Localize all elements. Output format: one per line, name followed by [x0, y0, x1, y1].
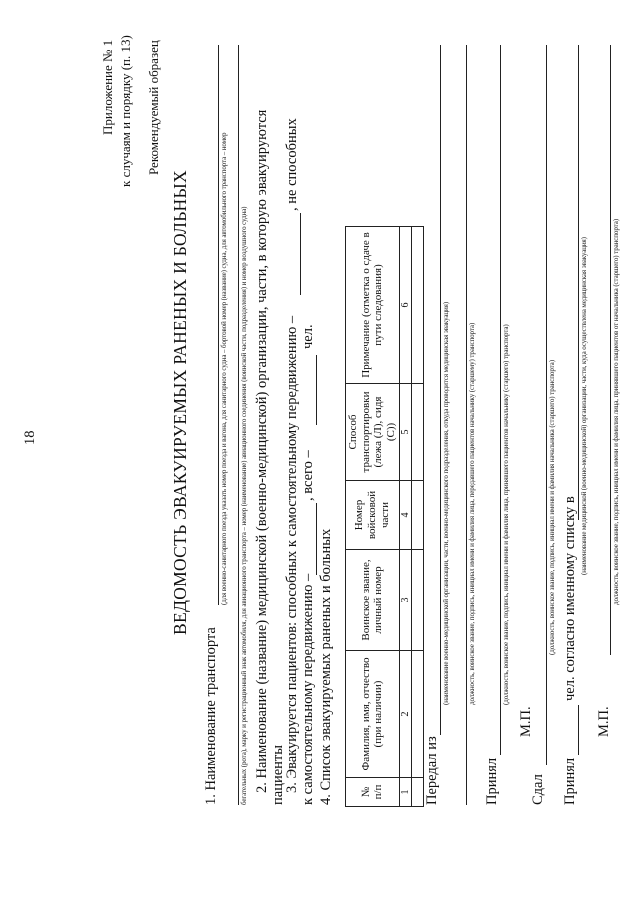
evacuees-table: [345, 226, 424, 807]
handed-over-official-field[interactable]: [466, 45, 467, 805]
header-number: № п/п: [346, 778, 400, 807]
appendix-title: Приложение № 1: [100, 39, 115, 135]
item3-evacuated-ambulatory: 3. Эвакуируется пациентов: способных к самостоятельному передвижению –: [284, 315, 300, 793]
handed-over-from-field[interactable]: [440, 45, 441, 735]
item1-transport-label: 1. Наименование транспорта: [203, 627, 219, 805]
col-num-6: 6: [399, 227, 412, 384]
received-destination-hint: (наименование медицинской (военно-медицинской) организации, части, куда осуществлена медицинская эвакуация): [580, 237, 588, 575]
item1-fill-line[interactable]: [218, 45, 219, 605]
item2-patients-word: пациенты: [270, 745, 286, 805]
table-column-numbers-row: [399, 227, 412, 807]
item1-fill-line-2[interactable]: [238, 45, 239, 805]
received-hint-1: (должность, воинское звание, подпись, инициал имени и фамилия лица, принявшего пациентов начальнику (старшего) транспорта): [502, 324, 510, 705]
handed-over-official-hint: должность, воинское звание, подпись, инициал имени и фамилия лица, передавшего пациентов начальнику (старшему) транспорта): [468, 322, 476, 705]
received-destination-field[interactable]: [578, 45, 579, 520]
col-num-3: 3: [399, 550, 412, 651]
appendix-reference: к случаям и порядку (п. 13): [118, 35, 133, 187]
col-num-2: 2: [399, 651, 412, 778]
stamp-placeholder-1: М.П.: [518, 706, 534, 737]
item1-hint-bottom: бегательных (рота), марку и регистрационный знак автомобиля, для авиационного транспорта – номер (наименование) авиационного соединения (воинской части, подразделения) и номер воздушного судна): [240, 206, 248, 805]
header-full-name: Фамилия, имя, отчество (при наличии): [346, 651, 400, 778]
delivered-label: Сдал: [530, 774, 546, 805]
table-cell[interactable]: [412, 384, 424, 481]
final-signature-hint: должность, воинское звание, подпись, инициал имени и фамилия лица, принявшего пациентов от начальника (старшего) транспорта): [612, 219, 620, 605]
header-note: Примечание (отметка о сдаче в пути следования): [346, 227, 400, 384]
item3-non-ambulatory-label: к самостоятельному передвижению –: [300, 573, 316, 805]
header-rank: Воинское звание, личный номер: [346, 550, 400, 651]
item3-persons-unit: чел.: [300, 324, 316, 349]
delivered-field[interactable]: [546, 45, 547, 765]
col-num-5: 5: [399, 384, 412, 481]
item3-non-ambulatory-count-field[interactable]: [316, 503, 317, 575]
table-header-row: [346, 227, 400, 807]
item3-total-count-field[interactable]: [316, 355, 317, 425]
named-list-text: чел. согласно именному списку в: [562, 496, 578, 701]
received-label-1: Принял: [484, 757, 500, 805]
item3-ambulatory-count-field[interactable]: [300, 213, 301, 295]
received-label-2: Принял: [562, 757, 578, 805]
received-count-field[interactable]: [578, 705, 579, 755]
delivered-hint: (должность, воинское звание, подпись, инициал имени и фамилия начальника (старшего) транспорта): [548, 360, 556, 655]
item3-total-label: , всего –: [300, 450, 316, 501]
document-title: ВЕДОМОСТЬ ЭВАКУИРУЕМЫХ РАНЕНЫХ И БОЛЬНЫХ: [170, 170, 190, 635]
item2-organization-label: 2. Наименование (название) медицинской (военно-медицинской) организации, части, в которую эвакуируются: [254, 109, 270, 793]
table-cell[interactable]: [412, 481, 424, 550]
item4-list-label: 4. Список эвакуируемых раненых и больных: [318, 528, 334, 805]
header-unit-number: Номер войсковой части: [346, 481, 400, 550]
handed-over-hint: (наименование военно-медицинской организации, части, военно-медицинского подразделения, откуда проводится медицинская эвакуация): [442, 301, 450, 705]
received-field-1[interactable]: [500, 45, 501, 755]
table-row[interactable]: [412, 227, 424, 807]
recommended-sample-label: Рекомендуемый образец: [146, 40, 161, 175]
col-num-1: 1: [399, 778, 412, 807]
item1-hint-top: (для военно-санитарного поезда указать номер поезда и вагона, для санитарного судна – бортовой номер (название) судна, для автомобильного транспорта – номер: [220, 132, 228, 605]
item3-non-ambulatory-word: , не способных: [284, 118, 300, 211]
col-num-4: 4: [399, 481, 412, 550]
table-cell[interactable]: [412, 651, 424, 778]
table-cell[interactable]: [412, 550, 424, 651]
header-transport-method: Способ транспортировки (лежа (Л), сидя (С)): [346, 384, 400, 481]
stamp-placeholder-2: М.П.: [596, 706, 612, 737]
handed-over-label: Передал из: [424, 736, 440, 805]
table-cell[interactable]: [412, 227, 424, 384]
final-signature-field[interactable]: [610, 45, 611, 655]
table-cell[interactable]: [412, 778, 424, 807]
page-number: 18: [22, 430, 38, 445]
